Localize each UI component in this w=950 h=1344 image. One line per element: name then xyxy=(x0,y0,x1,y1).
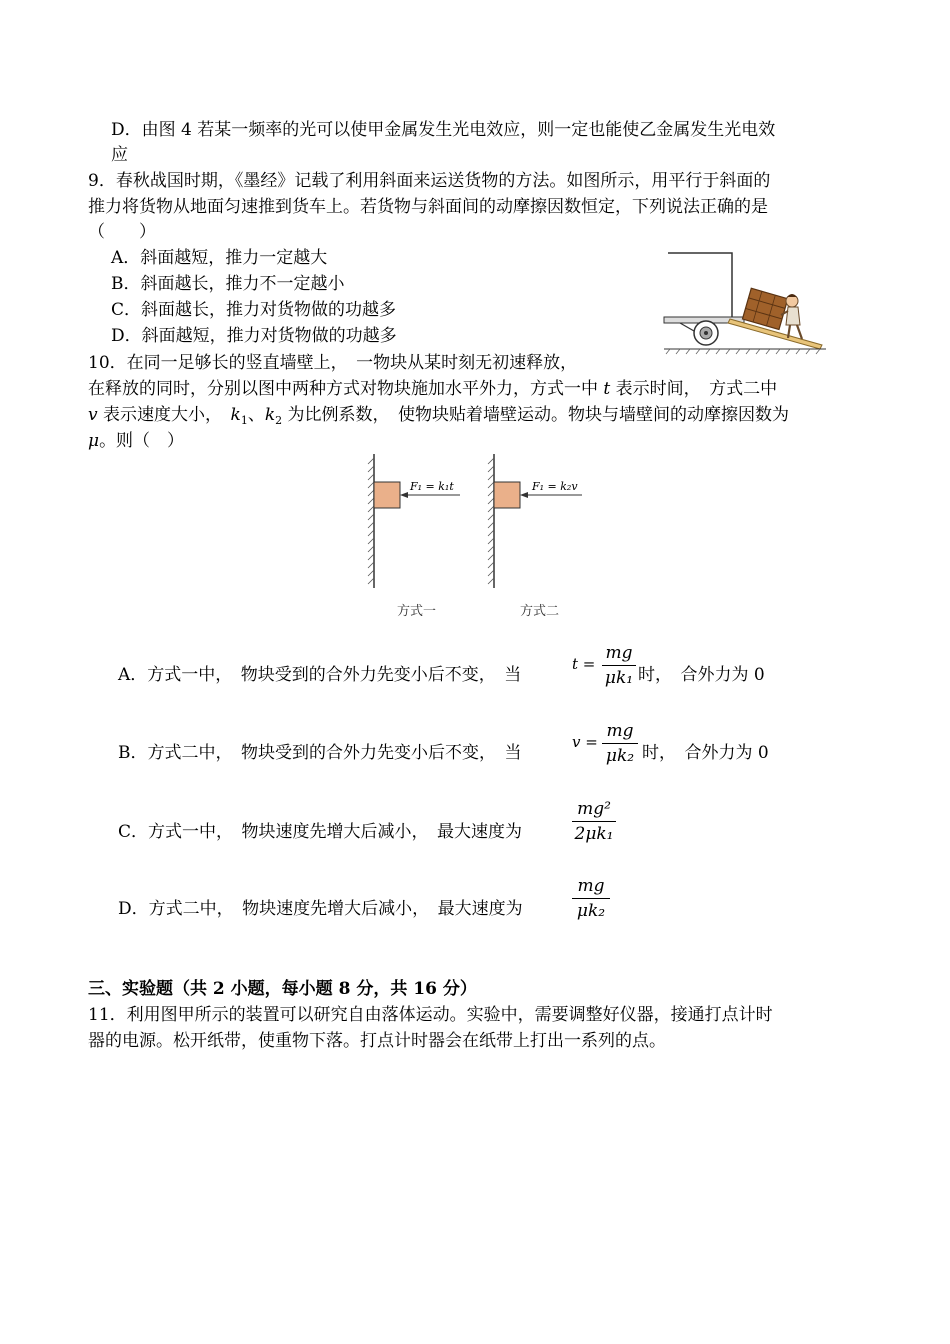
q9-option-a: A．斜面越短，推力一定越大 xyxy=(111,248,328,268)
q10-var-k1-sub: 1 xyxy=(240,414,248,427)
q10-option-c-fraction xyxy=(572,798,616,845)
q10-stem-line3 xyxy=(88,403,789,433)
q10-option-a-fraction xyxy=(602,642,636,689)
section-3-heading: 三、实验题（共 2 小题，每小题 8 分，共 16 分） xyxy=(88,979,477,999)
q10-caption-method2: 方式二 xyxy=(520,604,560,619)
q10-option-d-text: D．方式二中， 物块速度先增大后减小， 最大速度为 xyxy=(118,899,523,919)
q10-force-label-2: F₁ = k₂v xyxy=(532,480,578,493)
q10-line3-part1: 表示速度大小， xyxy=(97,405,231,425)
q9-option-c: C．斜面越长，推力对货物做的功越多 xyxy=(111,300,397,320)
q10-var-k2: k xyxy=(264,405,276,425)
q10-option-a-var: t = xyxy=(572,655,596,673)
q10-option-c-num: mg² xyxy=(577,799,611,819)
q10-caption-method1: 方式一 xyxy=(397,604,437,619)
q10-line2-part2: 表示时间， 方式二中 xyxy=(610,379,778,399)
q10-var-mu: μ xyxy=(88,431,100,451)
q10-option-b-tail: 时， 合外力为 0 xyxy=(642,743,769,763)
q9-answer-blank: （ ） xyxy=(88,222,156,242)
q10-option-d-den: μk₂ xyxy=(576,901,606,921)
q10-var-k1: k xyxy=(230,405,241,425)
q10-line3-sep: 、 xyxy=(247,405,265,425)
q9-option-b: B．斜面越长，推力不一定越小 xyxy=(111,274,345,294)
q10-option-b-den: μk₂ xyxy=(605,746,635,766)
q10-option-a-num: mg xyxy=(605,643,633,663)
q10-stem-line2 xyxy=(88,377,777,401)
q10-option-c-den: 2μk₁ xyxy=(574,824,614,844)
q9-stem-line2: 推力将货物从地面匀速推到货车上。若货物与斜面间的动摩擦因数恒定，下列说法正确的是 xyxy=(88,197,768,217)
q8-option-d-line1: D．由图 4 若某一频率的光可以使甲金属发生光电效应，则一定也能使乙金属发生光电效 xyxy=(111,120,776,140)
q10-option-d-fraction xyxy=(572,875,610,922)
q10-option-b-num: mg xyxy=(606,721,634,741)
q10-line3-part2: 为比例系数， 使物块贴着墙壁运动。物块与墙壁间的动摩擦因数为 xyxy=(282,405,790,425)
q8-option-d-line2: 应 xyxy=(111,145,128,165)
q10-option-c-text: C．方式一中， 物块速度先增大后减小， 最大速度为 xyxy=(118,822,523,842)
q10-option-a-den: μk₁ xyxy=(604,668,634,688)
q10-option-b-fraction xyxy=(602,720,638,767)
q10-option-a-tail: 时， 合外力为 0 xyxy=(638,665,765,685)
q10-option-d-num: mg xyxy=(577,876,605,896)
q10-stem-line4 xyxy=(88,429,184,453)
q10-force-label-1: F₁ = k₁t xyxy=(410,480,454,493)
q10-stem-line1: 10．在同一足够长的竖直墙壁上， 一物块从某时刻无初速释放， xyxy=(88,353,578,373)
q10-line4-part1: 。则（ ） xyxy=(99,431,185,451)
q11-stem-line1: 11．利用图甲所示的装置可以研究自由落体运动。实验中，需要调整好仪器，接通打点计时 xyxy=(88,1005,773,1025)
q10-var-t: t xyxy=(603,379,611,399)
q10-option-b-var: v = xyxy=(572,733,598,751)
q10-option-a-text: A．方式一中， 物块受到的合外力先变小后不变， 当 xyxy=(118,665,522,685)
q10-var-k2-sub: 2 xyxy=(275,414,283,427)
q9-stem-line1: 9．春秋战国时期，《墨经》记载了利用斜面来运送货物的方法。如图所示，用平行于斜面的 xyxy=(88,171,771,191)
q10-line2-part1: 在释放的同时，分别以图中两种方式对物块施加水平外力，方式一中 xyxy=(88,379,604,399)
q10-var-v: v xyxy=(88,405,98,425)
q11-stem-line2: 器的电源。松开纸带，使重物下落。打点计时器会在纸带上打出一系列的点。 xyxy=(88,1031,666,1051)
q9-option-d: D．斜面越短，推力对货物做的功越多 xyxy=(111,326,397,346)
q9-ramp-truck-figure xyxy=(660,245,830,355)
q10-option-b-text: B．方式二中， 物块受到的合外力先变小后不变， 当 xyxy=(118,743,522,763)
q10-wall-figure xyxy=(360,452,600,592)
